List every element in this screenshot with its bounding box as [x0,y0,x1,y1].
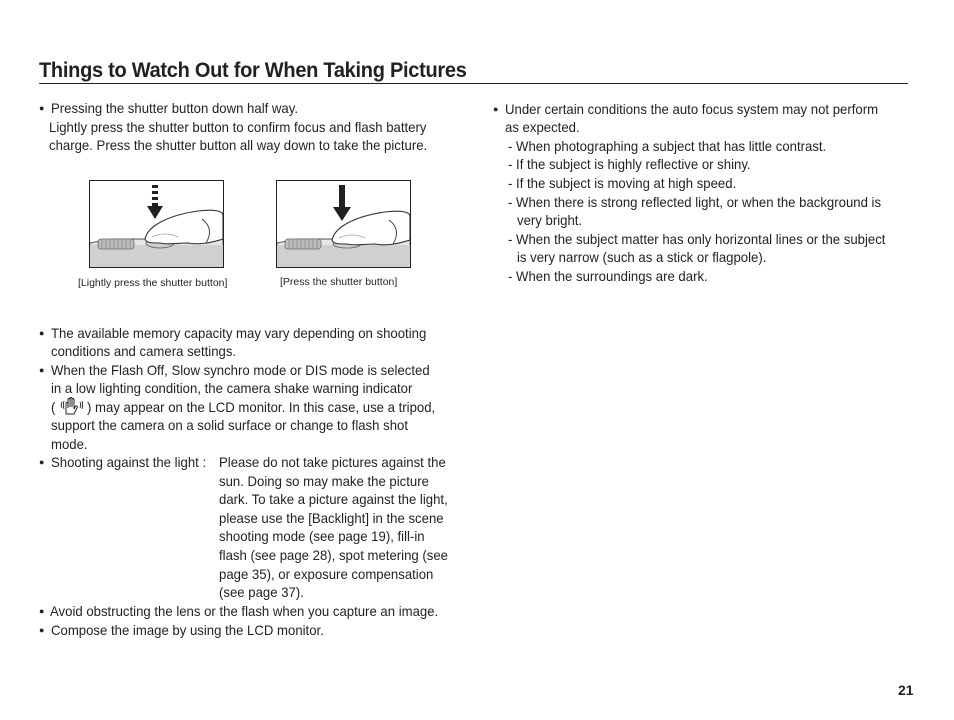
flash-off-paren-open: ( [51,399,56,415]
shutter-line: Lightly press the shutter button to confirm focus and flash battery [49,119,427,135]
bullet: ● [39,328,45,338]
page-number: 21 [898,682,914,698]
af-item: - When there is strong reflected light, or when the background is [508,194,882,210]
backlight-line: please use the [Backlight] in the scene [219,510,444,526]
af-line: Under certain conditions the auto focus system may not perform [505,101,879,117]
backlight-line: flash (see page 28), spot metering (see [219,547,448,563]
shutter-heading: Pressing the shutter button down half way. [51,100,299,116]
compose-line: Compose the image by using the LCD monitor. [51,622,324,638]
backlight-line: Please do not take pictures against the [219,454,446,470]
bullet: ● [493,104,499,114]
af-item: - When the surroundings are dark. [508,268,708,284]
backlight-line: page 35), or exposure compensation [219,566,434,582]
af-item: - If the subject is highly reflective or shiny. [508,156,751,172]
af-item: very bright. [517,212,583,228]
title-rule [39,83,908,84]
page-title: Things to Watch Out for When Taking Pictures [39,58,467,82]
af-item: - When the subject matter has only horizontal lines or the subject [508,231,886,247]
full-press-illustration [276,180,411,268]
memory-line: The available memory capacity may vary depending on shooting [51,325,427,341]
caption-half-press: [Lightly press the shutter button] [78,277,228,289]
af-item: - If the subject is moving at high speed. [508,175,737,191]
shutter-line: charge. Press the shutter button all way down to take the picture. [49,137,428,153]
caption-full-press: [Press the shutter button] [280,276,398,288]
af-item: is very narrow (such as a stick or flagpole). [517,249,767,265]
avoid-line: Avoid obstructing the lens or the flash when you capture an image. [50,603,439,619]
bullet: ● [39,625,45,635]
bullet: ● [39,457,45,467]
backlight-line: shooting mode (see page 19), fill-in [219,528,425,544]
backlight-label: Shooting against the light : [51,454,207,470]
bullet: ● [39,103,45,113]
backlight-line: sun. Doing so may make the picture [219,473,429,489]
backlight-line: dark. To take a picture against the light, [219,491,448,507]
half-press-illustration [89,180,224,268]
flash-off-line: mode. [51,436,88,452]
flash-off-line: ) may appear on the LCD monitor. In this case, use a tripod, [87,399,436,415]
bullet: ● [39,606,45,616]
flash-off-line: in a low lighting condition, the camera shake warning indicator [51,380,413,396]
memory-line: conditions and camera settings. [51,343,237,359]
bullet: ● [39,365,45,375]
backlight-line: (see page 37). [219,584,304,600]
flash-off-line: support the camera on a solid surface or change to flash shot [51,417,408,433]
flash-off-line: When the Flash Off, Slow synchro mode or DIS mode is selected [51,362,430,378]
af-item: - When photographing a subject that has little contrast. [508,138,827,154]
af-line: as expected. [505,119,580,135]
